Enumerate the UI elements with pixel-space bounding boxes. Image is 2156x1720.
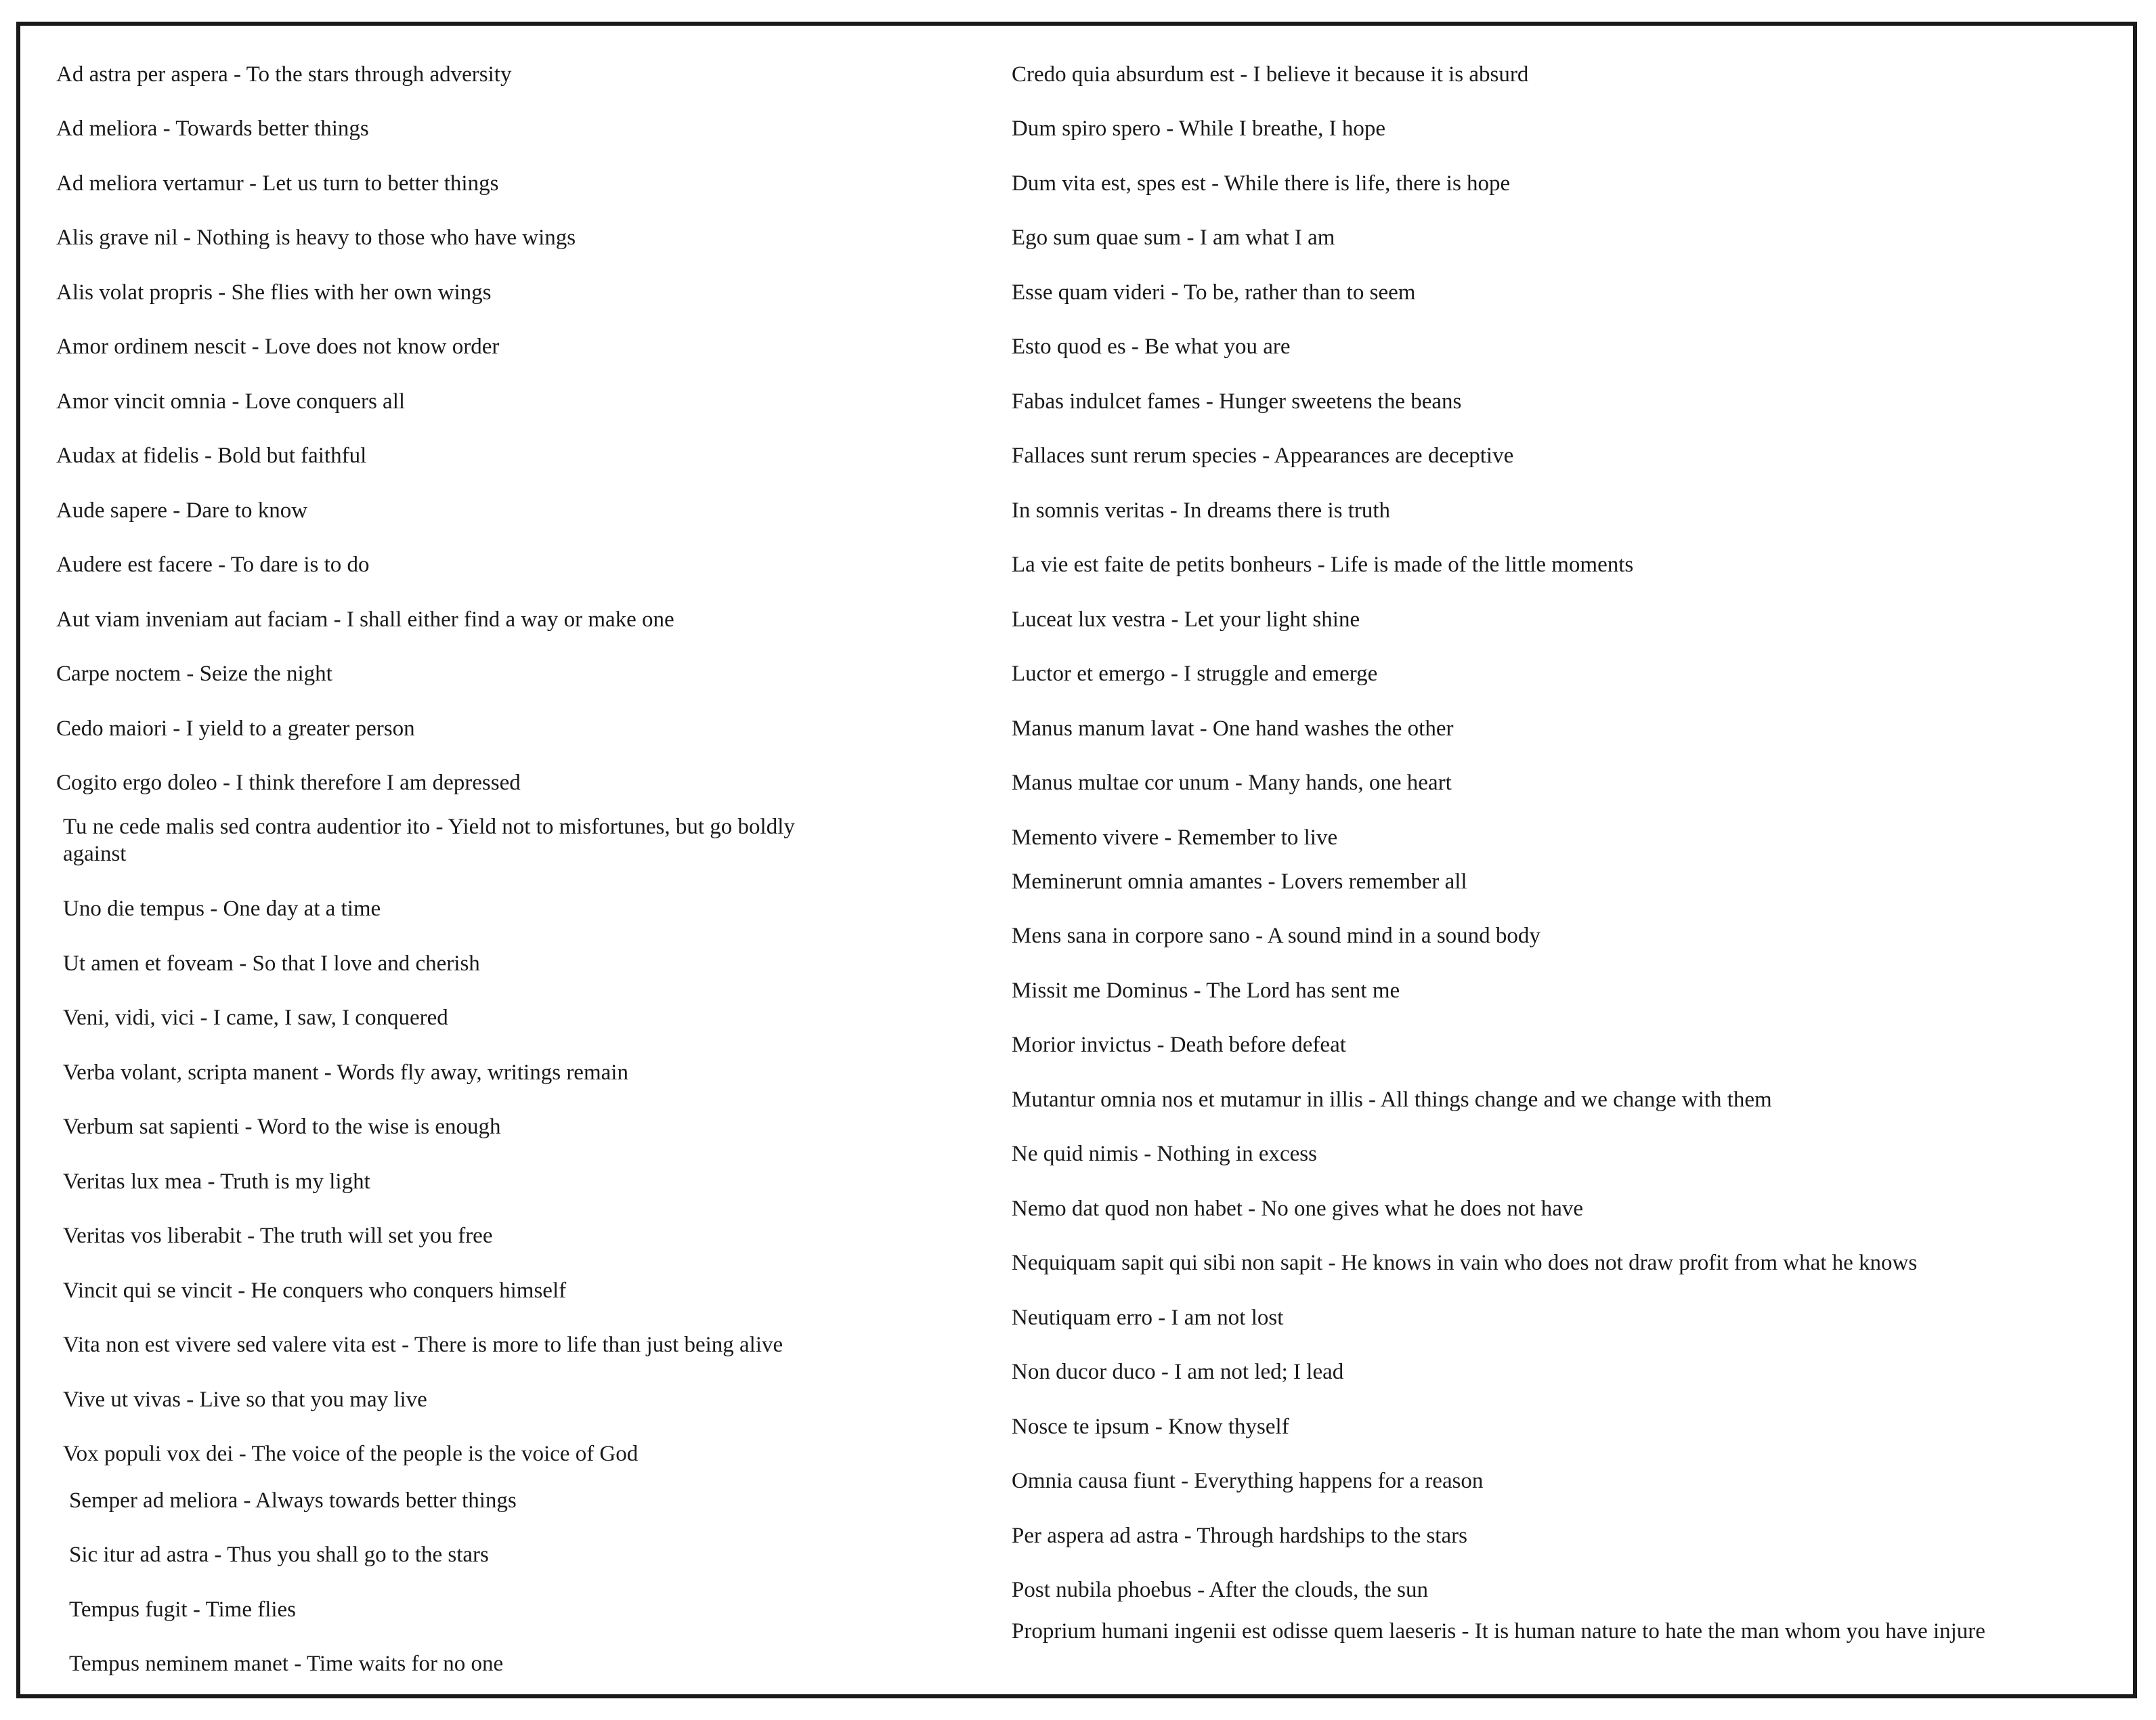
list-item: Audax at fidelis - Bold but faithful	[56, 444, 367, 468]
list-item: In somnis veritas - In dreams there is truth	[1012, 498, 1391, 523]
list-item: Alis grave nil - Nothing is heavy to those who have wings	[56, 225, 576, 250]
list-item: Tu ne cede malis sed contra audentior ito - Yield not to misfortunes, but go boldly against	[63, 815, 795, 866]
list-item: Fabas indulcet fames - Hunger sweetens the beans	[1012, 389, 1462, 414]
list-item: Tempus fugit - Time flies	[69, 1597, 297, 1622]
list-item: La vie est faite de petits bonheurs - Life is made of the little moments	[1012, 553, 1634, 577]
list-item: Esto quod es - Be what you are	[1012, 335, 1291, 359]
list-item: Veritas lux mea - Truth is my light	[63, 1169, 370, 1194]
list-item: Nequiquam sapit qui sibi non sapit - He knows in vain who does not draw profit from what he knows	[1012, 1251, 1918, 1275]
list-item: Manus multae cor unum - Many hands, one heart	[1012, 771, 1452, 795]
list-item: Amor ordinem nescit - Love does not know order	[56, 335, 500, 359]
list-item: Mens sana in corpore sano - A sound mind in a sound body	[1012, 924, 1540, 948]
list-item: Aut viam inveniam aut faciam - I shall either find a way or make one	[56, 607, 674, 632]
list-item: Esse quam videri - To be, rather than to seem	[1012, 280, 1416, 305]
list-item: Omnia causa fiunt - Everything happens for a reason	[1012, 1469, 1484, 1493]
list-item: Manus manum lavat - One hand washes the other	[1012, 716, 1454, 741]
list-item: Veritas vos liberabit - The truth will set you free	[63, 1224, 493, 1248]
list-item: Sic itur ad astra - Thus you shall go to the stars	[69, 1543, 489, 1567]
list-item: Memento vivere - Remember to live	[1012, 825, 1338, 850]
list-item: Ad astra per aspera - To the stars through adversity	[56, 62, 512, 87]
list-item: Nemo dat quod non habet - No one gives what he does not have	[1012, 1197, 1584, 1221]
list-item: Aude sapere - Dare to know	[56, 498, 308, 523]
list-item: Mutantur omnia nos et mutamur in illis - All things change and we change with them	[1012, 1088, 1772, 1112]
list-item: Neutiquam erro - I am not lost	[1012, 1306, 1284, 1330]
list-item: Ad meliora - Towards better things	[56, 116, 369, 141]
list-item: Dum spiro spero - While I breathe, I hope	[1012, 116, 1385, 141]
list-item: Carpe noctem - Seize the night	[56, 662, 332, 686]
list-item: Per aspera ad astra - Through hardships to the stars	[1012, 1524, 1467, 1548]
list-item: Ego sum quae sum - I am what I am	[1012, 225, 1335, 250]
list-item: Verbum sat sapienti - Word to the wise is enough	[63, 1115, 501, 1139]
list-item: Vox populi vox dei - The voice of the people is the voice of God	[63, 1442, 639, 1466]
list-item: Amor vincit omnia - Love conquers all	[56, 389, 406, 414]
list-item: Audere est facere - To dare is to do	[56, 553, 370, 577]
list-item: Post nubila phoebus - After the clouds, the sun	[1012, 1578, 1429, 1602]
list-item: Ut amen et foveam - So that I love and cherish	[63, 951, 480, 976]
list-item: Vive ut vivas - Live so that you may live	[63, 1388, 427, 1412]
list-item: Vincit qui se vincit - He conquers who conquers himself	[63, 1278, 567, 1303]
list-item: Fallaces sunt rerum species - Appearances are deceptive	[1012, 444, 1514, 468]
list-item: Missit me Dominus - The Lord has sent me	[1012, 979, 1400, 1003]
document-frame	[16, 22, 2137, 1698]
list-item: Morior invictus - Death before defeat	[1012, 1033, 1346, 1057]
list-item: Cedo maiori - I yield to a greater person	[56, 716, 415, 741]
list-item: Verba volant, scripta manent - Words fly away, writings remain	[63, 1060, 628, 1085]
list-item: Vita non est vivere sed valere vita est - There is more to life than just being alive	[63, 1333, 783, 1357]
list-item: Non ducor duco - I am not led; I lead	[1012, 1360, 1344, 1384]
list-item: Uno die tempus - One day at a time	[63, 897, 381, 921]
list-item: Dum vita est, spes est - While there is life, there is hope	[1012, 171, 1511, 196]
list-item: Ne quid nimis - Nothing in excess	[1012, 1142, 1317, 1166]
list-item: Alis volat propris - She flies with her own wings	[56, 280, 492, 305]
list-item: Tempus neminem manet - Time waits for no one	[69, 1652, 504, 1676]
list-item: Luctor et emergo - I struggle and emerge	[1012, 662, 1378, 686]
list-item: Luceat lux vestra - Let your light shine	[1012, 607, 1360, 632]
list-item: Ad meliora vertamur - Let us turn to better things	[56, 171, 499, 196]
list-item: Veni, vidi, vici - I came, I saw, I conquered	[63, 1006, 448, 1030]
list-item: Cogito ergo doleo - I think therefore I am depressed	[56, 771, 521, 795]
list-item: Proprium humani ingenii est odisse quem laeseris - It is human nature to hate the man whom you have injure	[1012, 1619, 1985, 1643]
list-item: Semper ad meliora - Always towards better things	[69, 1488, 517, 1513]
list-item: Meminerunt omnia amantes - Lovers remember all	[1012, 869, 1467, 894]
list-item: Nosce te ipsum - Know thyself	[1012, 1415, 1289, 1439]
list-item: Credo quia absurdum est - I believe it because it is absurd	[1012, 62, 1529, 87]
